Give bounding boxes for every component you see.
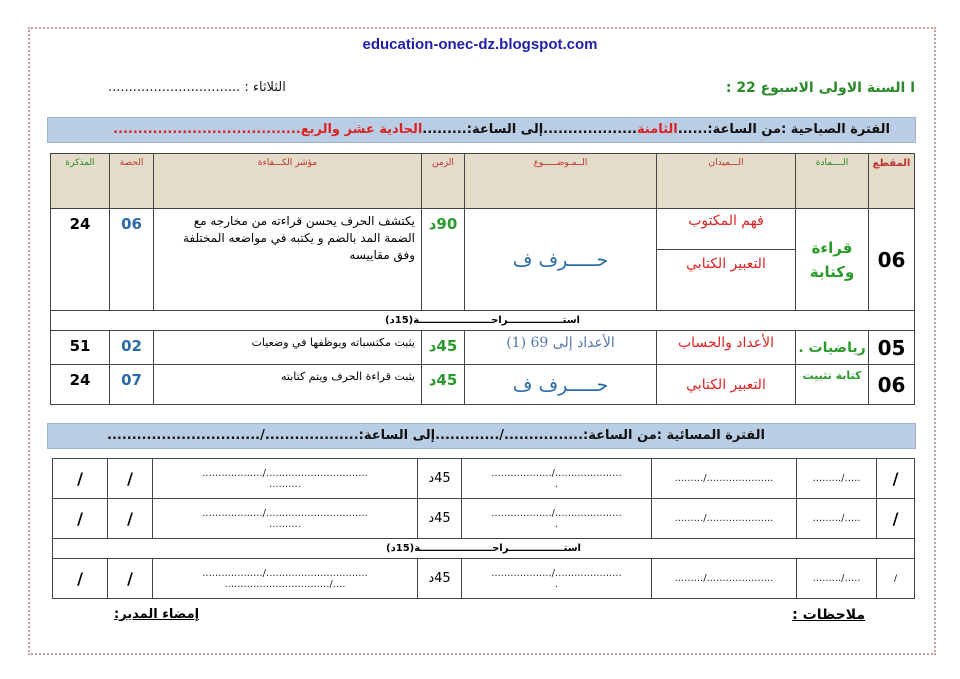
day-label: الثلاثاء : ................................ [108,80,286,95]
row-topic: حـــــرف ف [465,365,657,405]
afternoon-band [47,423,916,449]
row-time: 90د [422,209,465,311]
row-memo: 24 [51,365,110,405]
row-memo: 24 [51,209,110,311]
break-label: استــــــــــــــــراحـــــــــــــــــــــة(15د) [51,311,915,331]
row-maqta: 06 [869,209,915,311]
header-domain: الـــميدان [657,154,796,209]
row-indicator: يثبت قراءة الحرف ويتم كتابته [154,365,422,405]
row-time: 45د [422,331,465,365]
row-memo: 51 [51,331,110,365]
header-time: الزمن [422,154,465,209]
row-topic: الأعداد إلى 69 (1) [465,331,657,365]
row-indicator: يثبت مكتسباته ويوظفها في وضعيات [154,331,422,365]
empty-row: / ...../......... ...................../......... ...................../................... . 45د ................................/................... .......... / / [53,459,915,499]
table-row [51,365,915,405]
morning-band [47,117,916,143]
morning-end: الحادية عشر والربع [300,122,423,137]
row-domain [657,209,796,311]
row-maqta: 05 [869,331,915,365]
header-topic: الــمـوضـــــوع [465,154,657,209]
director-signature-label: إمضاء المدير: [114,607,200,622]
class-week-label: ا السنة الاولى الاسبوع 22 : [725,80,915,96]
morning-period: الفترة الصباحية :من الساعة:......الثامنة...................إلى الساعة:.........الحادية عشر والربع...................................... [113,122,890,137]
indicator-dots: ................................/................... ..../................................. [153,559,418,599]
row-maqta: 06 [869,365,915,405]
afternoon-table [52,458,915,599]
header-hessa: الحصة [110,154,154,209]
indicator-dots: ................................/................... .......... [153,459,418,499]
table-header-row [51,154,915,209]
empty-row: / ...../......... ...................../......... ...................../................... . 45د ................................/................... .......... / / [53,499,915,539]
header-subject: الــــمادة [796,154,869,209]
row-topic: حـــــرف ف [465,209,657,311]
topic-dots: ...................../................... . [462,559,652,599]
row-hessa: 06 [110,209,154,311]
row-domain: الأعداد والحساب [657,331,796,365]
break-row [53,539,915,559]
indicator-dots: ................................/................... .......... [153,499,418,539]
afternoon-period: الفترة المسائية :من الساعة:................/.............إلى الساعة:.................../............................... [107,428,765,443]
row-subject: كتابة تثبيت [796,365,869,405]
topic-dots: ...................../................... . [462,459,652,499]
break-label: استــــــــــــــــراحـــــــــــــــــــــة(15د) [53,539,915,559]
row-hessa: 02 [110,331,154,365]
empty-row: / ...../......... ...................../......... ...................../................... . 45د ................................/................... ..../................................. / / [53,559,915,599]
row-domain-2: التعبير الكتابي [686,256,766,272]
row-time: 45د [422,365,465,405]
row-indicator: يكتشف الحرف يحسن قراءته من مخارجه مع الضمة المد بالضم و يكتبه في مواضعه المختلفة وفق مقاييسه [154,209,422,311]
header-memo: المذكرة [51,154,110,209]
break-row [51,311,915,331]
site-url: education-onec-dz.blogspot.com [362,36,598,53]
header-session: المقطع [869,154,915,209]
row-domain: التعبير الكتابي [657,365,796,405]
header-indicator: مؤشر الكـــفاءة [154,154,422,209]
row-domain-1: فهم المكتوب [657,209,795,250]
table-row [51,209,915,311]
morning-table [50,153,915,405]
row-subject: رياضيات . [796,331,869,365]
row-hessa: 07 [110,365,154,405]
row-subject: قراءة وكتابة [796,209,869,311]
table-row [51,331,915,365]
morning-start: الثامنة [637,122,678,137]
notes-label: ملاحظات : [792,607,865,623]
topic-dots: ...................../................... . [462,499,652,539]
